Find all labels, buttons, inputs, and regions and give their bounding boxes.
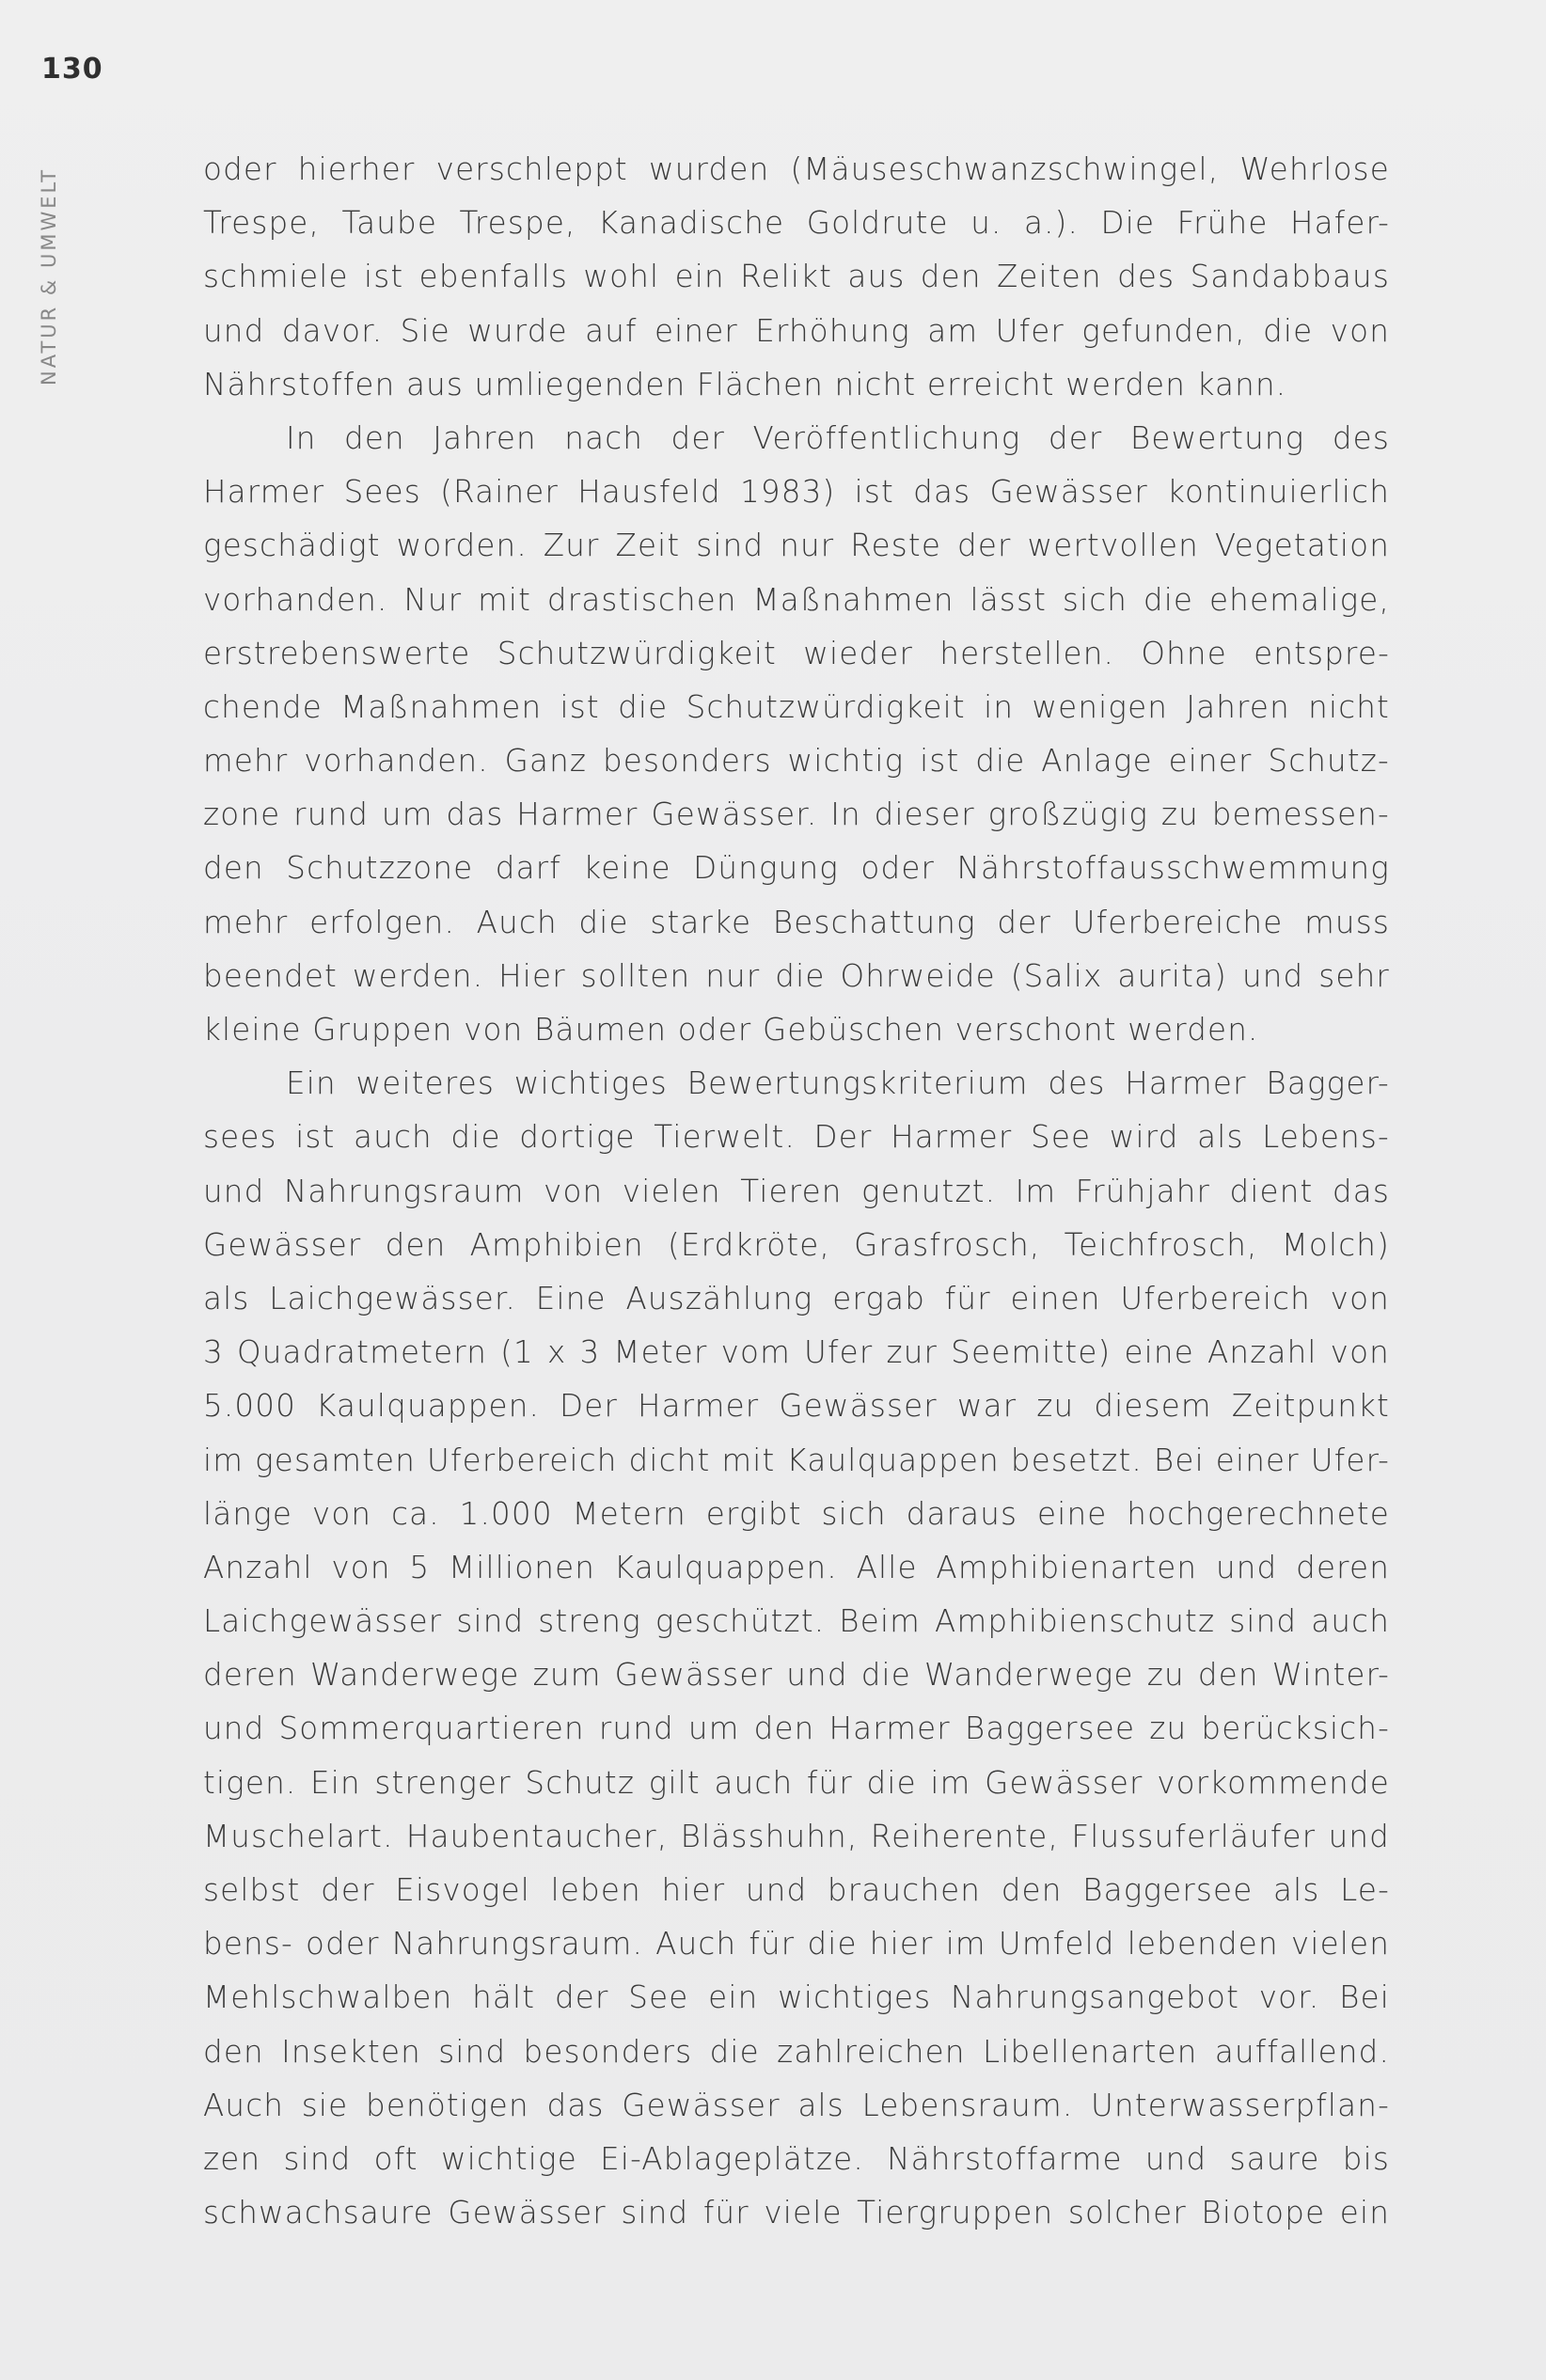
text-line: erstrebenswerte Schutzwürdigkeit wieder herstellen. Ohne entspre- xyxy=(203,635,1390,671)
text-line: und Nahrungsraum von vielen Tieren genutzt. Im Frühjahr dient das xyxy=(203,1173,1390,1209)
text-line: zone rund um das Harmer Gewässer. In dieser großzügig zu bemessen- xyxy=(203,796,1390,833)
text-line: kleine Gruppen von Bäumen oder Gebüschen verschont werden. xyxy=(203,1012,1259,1048)
text-line: im gesamten Uferbereich dicht mit Kaulquappen besetzt. Bei einer Ufer- xyxy=(203,1442,1390,1478)
body-text xyxy=(203,143,1390,2240)
text-line: Ein weiteres wichtiges Bewertungskriterium des Harmer Bagger- xyxy=(286,1065,1390,1102)
text-line: sees ist auch die dortige Tierwelt. Der Harmer See wird als Lebens- xyxy=(203,1119,1390,1156)
text-line: und davor. Sie wurde auf einer Erhöhung am Ufer gefunden, die von xyxy=(203,312,1390,349)
text-line: Muschelart. Haubentaucher, Blässhuhn, Reiherente, Flussuferläufer und xyxy=(203,1818,1390,1854)
text-line: beendet werden. Hier sollten nur die Ohrweide (Salix aurita) und sehr xyxy=(203,957,1390,994)
text-line: Mehlschwalben hält der See ein wichtiges Nahrungsangebot vor. Bei xyxy=(203,1979,1390,2016)
text-line: Nährstoffen aus umliegenden Flächen nicht erreicht werden kann. xyxy=(203,366,1287,402)
text-line: schmiele ist ebenfalls wohl ein Relikt aus den Zeiten des Sandabbaus xyxy=(203,259,1390,295)
text-line: zen sind oft wichtige Ei-Ablageplätze. Nährstoffarme und saure bis xyxy=(203,2140,1390,2177)
text-line: den Insekten sind besonders die zahlreichen Libellenarten auffallend. xyxy=(203,2033,1390,2070)
text-line: bens- oder Nahrungsraum. Auch für die hier im Umfeld lebenden vielen xyxy=(203,1926,1390,1962)
text-line: selbst der Eisvogel leben hier und brauchen den Baggersee als Le- xyxy=(203,1872,1390,1908)
text-line: Auch sie benötigen das Gewässer als Lebensraum. Unterwasserpflan- xyxy=(203,2087,1390,2123)
text-line: mehr erfolgen. Auch die starke Beschattung der Uferbereiche muss xyxy=(203,904,1390,940)
text-line: deren Wanderwege zum Gewässer und die Wanderwege zu den Winter- xyxy=(203,1657,1390,1694)
text-line: Harmer Sees (Rainer Hausfeld 1983) ist das Gewässer kontinuierlich xyxy=(203,474,1390,511)
text-line: geschädigt worden. Zur Zeit sind nur Reste der wertvollen Vegetation xyxy=(203,528,1390,564)
text-line: tigen. Ein strenger Schutz gilt auch für die im Gewässer vorkommende xyxy=(203,1764,1390,1801)
text-line: Laichgewässer sind streng geschützt. Beim Amphibienschutz sind auch xyxy=(203,1603,1390,1640)
text-line: 3 Quadratmetern (1 x 3 Meter vom Ufer zur Seemitte) eine Anzahl von xyxy=(203,1334,1390,1371)
section-label: NATUR & UMWELT xyxy=(38,166,60,386)
text-line: chende Maßnahmen ist die Schutzwürdigkeit in wenigen Jahren nicht xyxy=(203,688,1390,725)
paragraph-1 xyxy=(203,143,1390,412)
text-line: schwachsaure Gewässer sind für viele Tiergruppen solcher Biotope ein xyxy=(203,2195,1390,2231)
text-line: den Schutzzone darf keine Düngung oder Nährstoffausschwemmung xyxy=(203,850,1390,887)
paragraph-2 xyxy=(203,412,1390,1057)
page-number: 130 xyxy=(41,53,103,86)
text-line: mehr vorhanden. Ganz besonders wichtig ist die Anlage einer Schutz- xyxy=(203,743,1390,780)
paragraph-3 xyxy=(203,1057,1390,2240)
text-line: oder hierher verschleppt wurden (Mäuseschwanzschwingel, Wehrlose xyxy=(203,151,1390,187)
text-line: Trespe, Taube Trespe, Kanadische Goldrute u. a.). Die Frühe Hafer- xyxy=(203,205,1390,242)
text-line: Anzahl von 5 Millionen Kaulquappen. Alle Amphibienarten und deren xyxy=(203,1549,1390,1585)
text-line: Gewässer den Amphibien (Erdkröte, Grasfrosch, Teichfrosch, Molch) xyxy=(203,1226,1390,1263)
text-line: In den Jahren nach der Veröffentlichung der Bewertung des xyxy=(286,419,1390,456)
text-line: und Sommerquartieren rund um den Harmer Baggersee zu berücksich- xyxy=(203,1710,1390,1747)
text-line: vorhanden. Nur mit drastischen Maßnahmen lässt sich die ehemalige, xyxy=(203,581,1390,618)
text-line: 5.000 Kaulquappen. Der Harmer Gewässer war zu diesem Zeitpunkt xyxy=(203,1388,1390,1425)
text-line: länge von ca. 1.000 Metern ergibt sich daraus eine hochgerechnete xyxy=(203,1495,1390,1532)
text-line: als Laichgewässer. Eine Auszählung ergab für einen Uferbereich von xyxy=(203,1280,1390,1316)
